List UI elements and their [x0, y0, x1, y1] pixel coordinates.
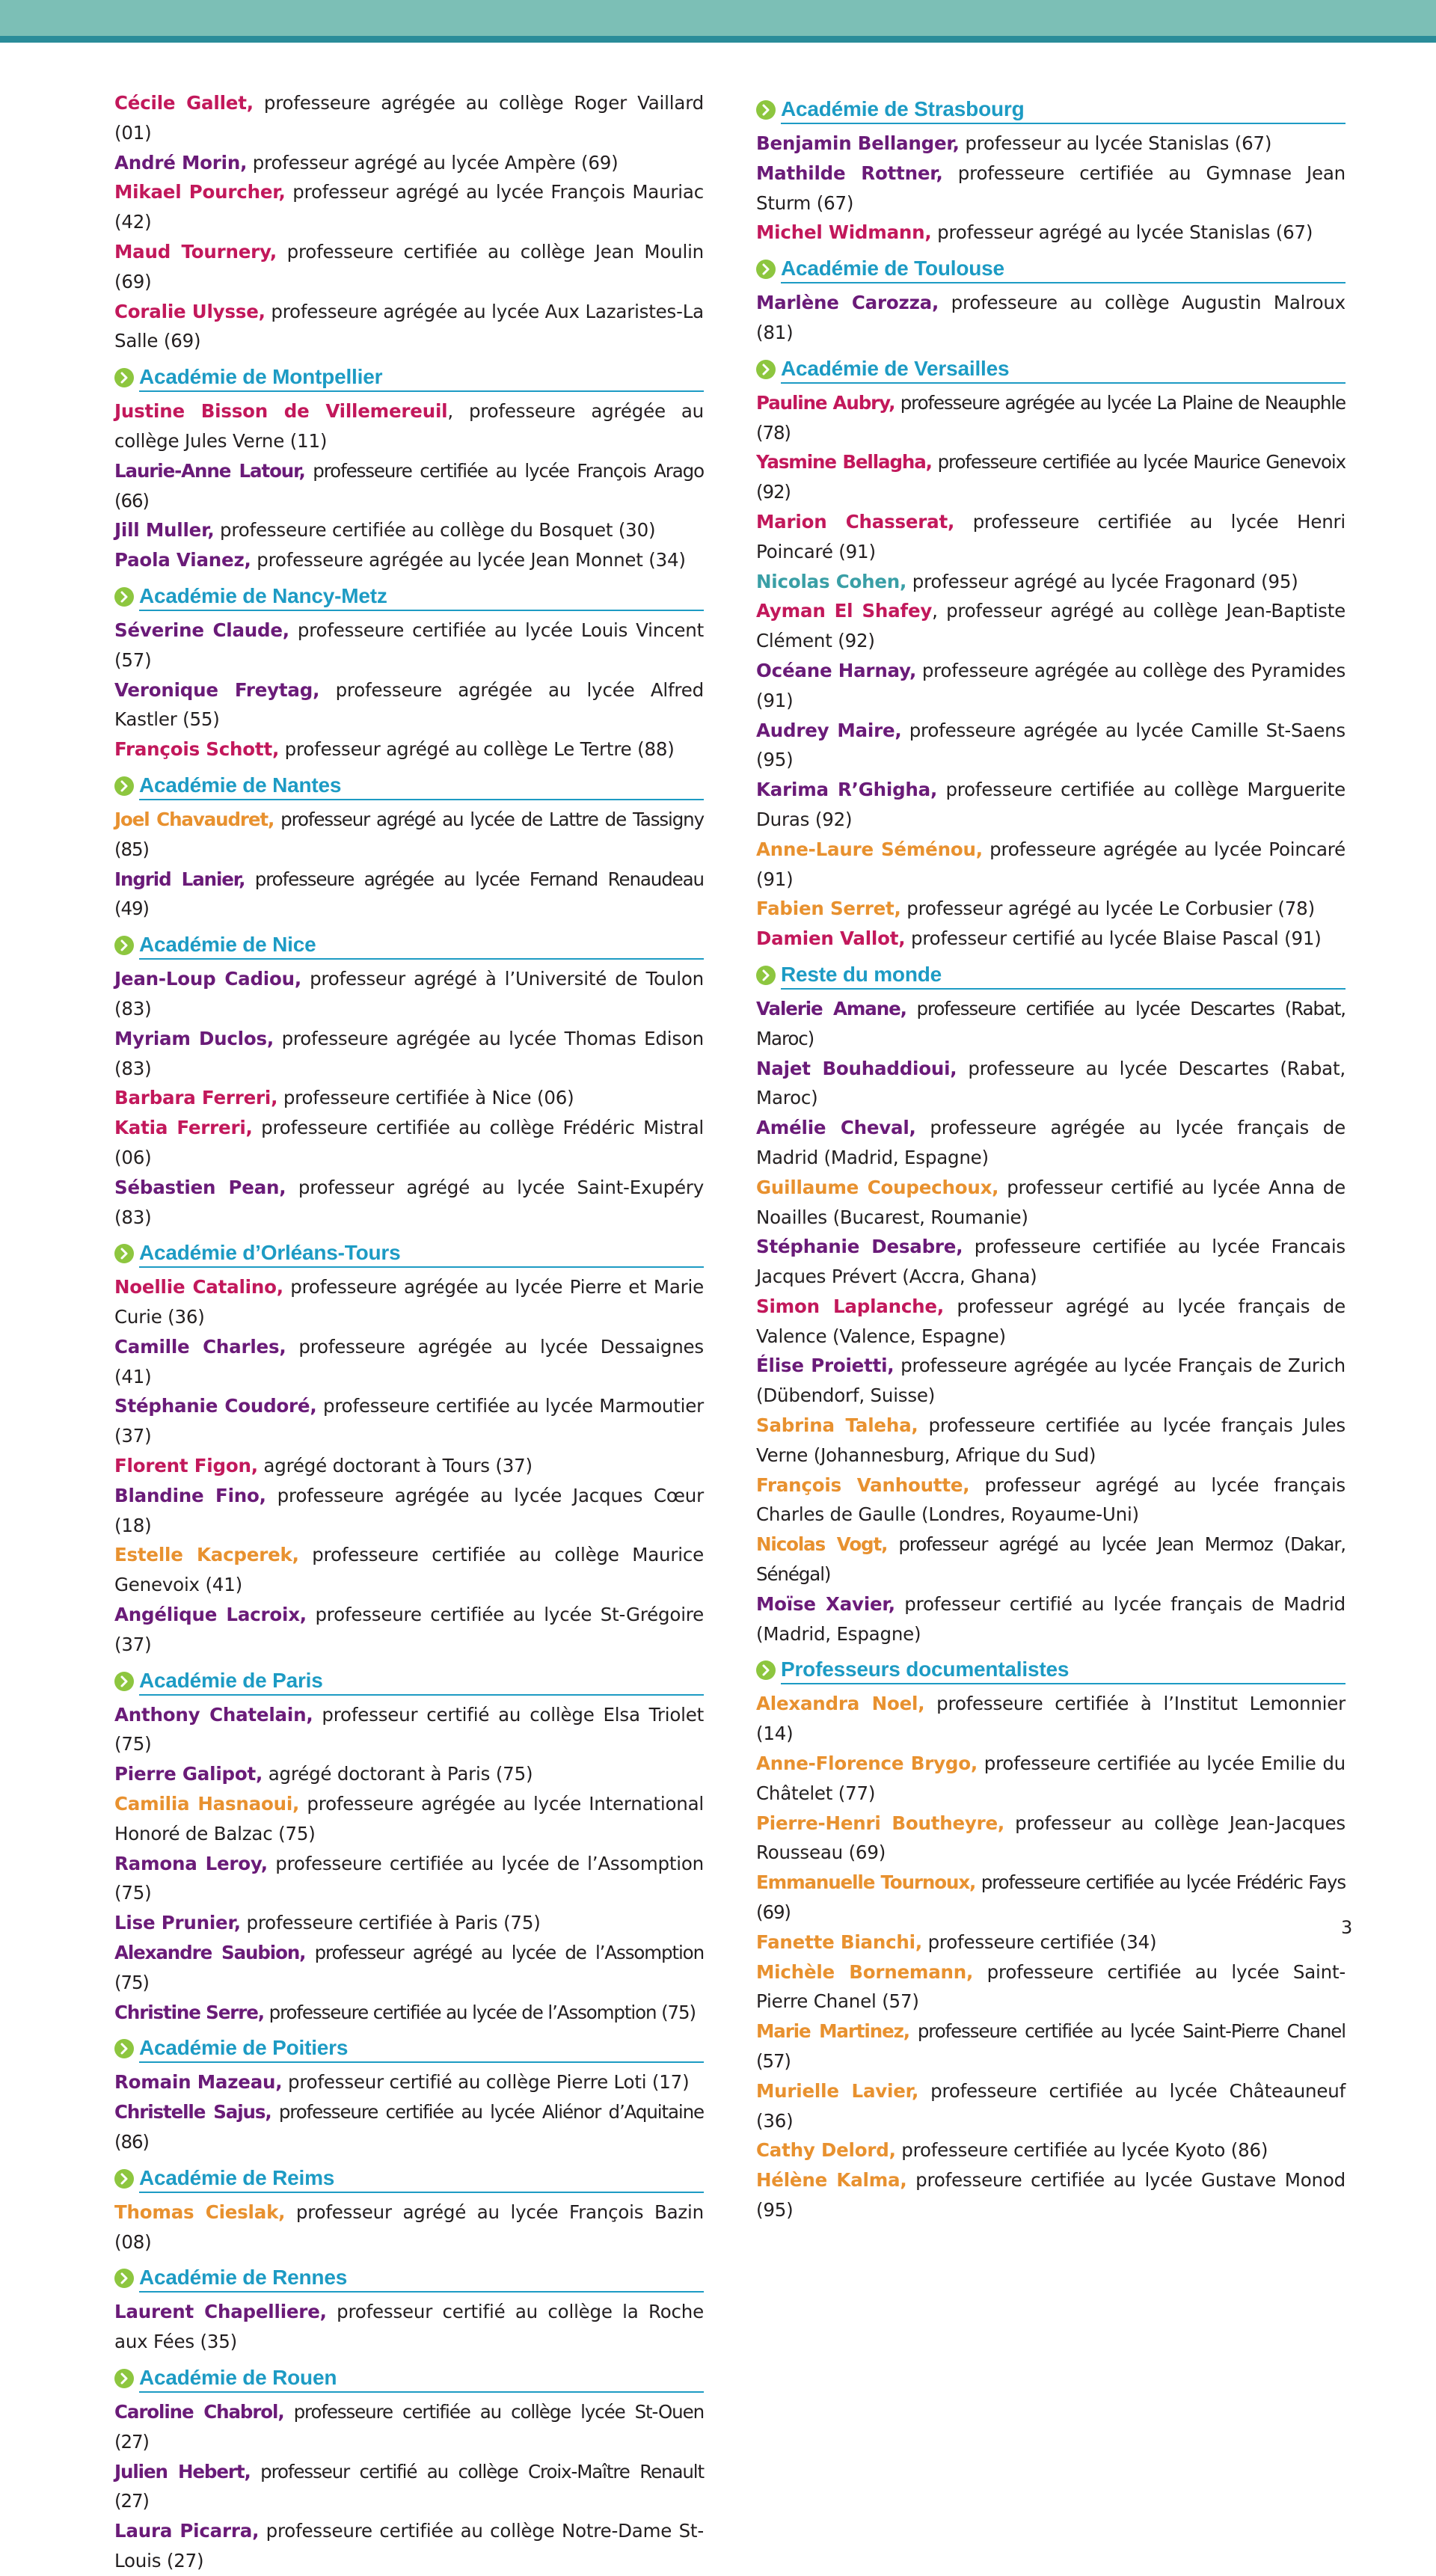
list-item — [114, 1759, 704, 1789]
person-name: Marlène Carozza, — [756, 292, 939, 314]
person-position: professeur au collège Jean-Jacques Rousseau (69) — [756, 1812, 1346, 1864]
list-item — [756, 1351, 1346, 1411]
section-title: Professeurs documentalistes — [781, 1657, 1070, 1681]
section-title: Académie de Nantes — [139, 773, 342, 797]
person-position: professeure certifiée au lycée Descartes (Rabat, Maroc) — [756, 997, 1346, 1049]
person-name: Jill Muller, — [114, 519, 215, 542]
chevron-right-icon — [756, 360, 776, 379]
person-name: Michèle Bornemann, — [756, 1960, 974, 1983]
section-title: Académie de Montpellier — [139, 365, 383, 389]
list-item — [114, 2067, 704, 2097]
person-name: Mathilde Rottner, — [756, 162, 943, 184]
chevron-right-icon — [114, 1244, 134, 1263]
list-item — [756, 1113, 1346, 1173]
section-heading-academie-de-nice — [114, 931, 704, 958]
list-item — [114, 1113, 704, 1173]
chevron-right-icon — [756, 260, 776, 279]
person-name: Michel Widmann, — [756, 221, 932, 244]
person-name: Anthony Chatelain, — [114, 1703, 313, 1726]
person-position: professeure certifiée au lycée St-Grégoire (37) — [114, 1604, 705, 1655]
person-position: professeure certifiée au lycée français Jules Verne (Johannesburg, Afrique du Sud) — [756, 1414, 1346, 1466]
list-item — [114, 2457, 704, 2517]
person-position: professeure certifiée au collège Jean Moulin (69) — [114, 240, 704, 292]
person-position: professeur agrégé au lycée de l’Assomption (75) — [114, 1942, 704, 1993]
list-item — [756, 2076, 1346, 2136]
list-item — [114, 456, 704, 516]
person-position: professeur agrégé à l’Université de Toulon (83) — [114, 968, 704, 1019]
person-name: Alexandre Saubion, — [114, 1942, 306, 1964]
person-name: Nicolas Cohen, — [756, 570, 907, 592]
person-name: Angélique Lacroix, — [114, 1604, 307, 1626]
section-title: Académie de Versailles — [781, 356, 1010, 380]
list-item — [756, 1411, 1346, 1471]
person-position: professeure certifiée à Nice (06) — [277, 1087, 574, 1109]
list-item — [114, 964, 704, 1024]
list-item — [756, 596, 1346, 656]
person-position: professeure au collège Augustin Malroux (81) — [756, 292, 1346, 343]
person-name: Ramona Leroy, — [114, 1852, 268, 1874]
person-position: professeur agrégé au lycée Ampère (69) — [247, 151, 619, 174]
list-item — [756, 1471, 1346, 1530]
person-name: Cathy Delord, — [756, 2139, 896, 2162]
person-name: Jean-Loup Cadiou, — [114, 968, 301, 990]
list-item — [756, 1957, 1346, 2017]
person-name: Cécile Gallet, — [114, 92, 254, 114]
person-position: professeure certifiée au lycée Maurice Genevoix (92) — [756, 451, 1346, 503]
person-position: professeur certifié au collège Elsa Triolet (75) — [114, 1703, 704, 1755]
person-name: Romain Mazeau, — [114, 2071, 283, 2094]
person-position: professeure certifiée au lycée Emilie du Châtelet (77) — [756, 1752, 1346, 1804]
list-item — [756, 1589, 1346, 1649]
person-position: professeur au lycée Stanislas (67) — [959, 132, 1272, 154]
person-position: professeure certifiée au lycée Gustave Monod (95) — [756, 2169, 1346, 2221]
section-heading-academie-de-poitiers — [114, 2034, 704, 2061]
person-name: François Vanhoutte, — [756, 1473, 970, 1496]
person-position: professeure certifiée au collège Maurice Genevoix (41) — [114, 1544, 705, 1596]
list-item — [756, 1809, 1346, 1868]
list-item — [756, 567, 1346, 597]
left-column — [114, 88, 704, 2576]
chevron-right-icon — [756, 100, 776, 120]
list-item — [114, 1332, 704, 1392]
person-position: professeur certifié au collège Croix-Maître Renault (27) — [114, 2460, 705, 2512]
list-item — [756, 1530, 1346, 1589]
section-heading-academie-de-reims — [114, 2165, 704, 2192]
list-item — [114, 2097, 704, 2157]
person-position: professeure certifiée au lycée Frédéric Fays (69) — [756, 1871, 1346, 1924]
section-underline — [139, 610, 704, 611]
person-name: Pauline Aubry, — [756, 391, 895, 414]
list-item — [114, 1938, 704, 1998]
section-heading-academie-d-orleans-tours — [114, 1239, 704, 1266]
person-position: professeure certifiée au lycée Henri Poincaré (91) — [756, 510, 1346, 562]
list-item — [114, 515, 704, 545]
section-underline — [781, 988, 1346, 990]
list-item — [114, 1481, 704, 1541]
person-name: Laurent Chapelliere, — [114, 2301, 327, 2323]
list-item — [756, 775, 1346, 835]
person-position: professeur agrégé au lycée français Charles de Gaulle (Londres, Royaume-Uni) — [756, 1473, 1346, 1526]
person-name: Audrey Maire, — [756, 719, 902, 741]
person-position: professeure certifiée au collège lycée St-Ouen (27) — [114, 2401, 704, 2453]
section-title: Académie de Paris — [139, 1668, 323, 1692]
list-item — [114, 2397, 704, 2457]
list-item — [756, 507, 1346, 567]
list-item — [756, 1292, 1346, 1352]
person-name: Océane Harnay, — [756, 659, 917, 681]
section-heading-academie-de-rouen — [114, 2364, 704, 2391]
section-underline — [139, 1266, 704, 1268]
person-name: Florent Figon, — [114, 1455, 258, 1477]
section-heading-academie-de-versailles — [756, 355, 1346, 382]
section-underline — [781, 1683, 1346, 1684]
section-heading-academie-de-nantes — [114, 772, 704, 799]
list-item — [756, 2017, 1346, 2076]
top-banner — [0, 0, 1436, 36]
person-position: agrégé doctorant à Paris (75) — [263, 1763, 533, 1785]
chevron-right-icon — [756, 1660, 776, 1680]
list-item — [114, 735, 704, 764]
person-name: Séverine Claude, — [114, 619, 289, 641]
section-heading-academie-de-toulouse — [756, 255, 1346, 282]
section-heading-academie-de-strasbourg — [756, 96, 1346, 123]
list-item — [114, 616, 704, 675]
person-name: Damien Vallot, — [756, 927, 906, 950]
section-heading-professeurs-documentalistes — [756, 1656, 1346, 1683]
person-position: professeure certifiée au collège Marguerite Duras (92) — [756, 779, 1346, 830]
person-position: professeur agrégé au lycée François Mauriac (42) — [114, 181, 704, 233]
list-item — [756, 656, 1346, 716]
list-item — [114, 297, 704, 357]
list-item — [114, 1451, 704, 1481]
person-name: Noellie Catalino, — [114, 1276, 283, 1298]
person-position: , professeur agrégé au collège Jean-Baptiste Clément (92) — [756, 600, 1346, 652]
section-underline — [139, 390, 704, 392]
list-item — [114, 1908, 704, 1938]
person-name: Sébastien Pean, — [114, 1176, 286, 1198]
section-heading-academie-de-rennes — [114, 2264, 704, 2291]
section-underline — [139, 2192, 704, 2193]
list-item — [756, 894, 1346, 924]
chevron-right-icon — [114, 776, 134, 796]
person-name: Fanette Bianchi, — [756, 1931, 922, 1953]
person-position: professeure certifiée au lycée Francais Jacques Prévert (Accra, Ghana) — [756, 1236, 1346, 1288]
person-position: professeure agrégée au lycée Camille St-Saens (95) — [756, 719, 1346, 771]
person-position: professeure agrégée au lycée Dessaignes (41) — [114, 1335, 704, 1387]
person-name: Nicolas Vogt, — [756, 1533, 888, 1556]
section-heading-academie-de-montpellier — [114, 364, 704, 390]
list-item — [114, 865, 704, 924]
list-item — [114, 2297, 704, 2357]
section-underline — [781, 123, 1346, 124]
person-position: professeure agrégée au lycée Français de Zurich (Dübendorf, Suisse) — [756, 1355, 1346, 1407]
person-position: professeure certifiée au lycée Saint-Pierre Chanel (57) — [756, 1960, 1346, 2013]
person-name: Alexandra Noel, — [756, 1693, 925, 1715]
person-name: Guillaume Coupechoux, — [756, 1176, 999, 1198]
person-name: Estelle Kacperek, — [114, 1544, 299, 1566]
person-name: Stéphanie Desabre, — [756, 1236, 963, 1258]
section-underline — [139, 1694, 704, 1696]
person-position: professeure agrégée au lycée Poincaré (91) — [756, 838, 1346, 890]
section-title: Académie de Toulouse — [781, 257, 1004, 280]
person-name: Benjamin Bellanger, — [756, 132, 960, 154]
person-name: Caroline Chabrol, — [114, 2401, 284, 2423]
person-name: André Morin, — [114, 151, 248, 174]
list-item — [756, 1173, 1346, 1233]
list-item — [756, 2135, 1346, 2165]
list-item — [114, 88, 704, 148]
list-item — [756, 1928, 1346, 1957]
person-name: Thomas Cieslak, — [114, 2201, 286, 2223]
list-item — [756, 924, 1346, 954]
person-name: Joel Chavaudret, — [114, 808, 274, 830]
chevron-right-icon — [114, 1672, 134, 1691]
list-item — [114, 1272, 704, 1332]
person-position: professeure agrégée au lycée Pierre et Marie Curie (36) — [114, 1276, 705, 1328]
list-item — [756, 716, 1346, 776]
list-item — [756, 218, 1346, 248]
person-name: François Schott, — [114, 738, 280, 761]
person-position: , professeure agrégée au collège Jules Verne (11) — [114, 400, 704, 452]
person-name: Najet Bouhaddioui, — [756, 1057, 957, 1079]
person-name: Blandine Fino, — [114, 1484, 266, 1506]
top-banner-line — [0, 36, 1436, 43]
person-position: professeure agrégée au lycée Jean Monnet (34) — [251, 549, 686, 571]
person-position: professeur agrégé au lycée de Lattre de Tassigny (85) — [114, 808, 705, 860]
list-item — [756, 2165, 1346, 2225]
list-item — [114, 1024, 704, 1084]
person-position: professeure certifiée au lycée Aliénor d’Aquitaine (86) — [114, 2101, 704, 2153]
list-item — [114, 1849, 704, 1909]
chevron-right-icon — [114, 2269, 134, 2288]
person-name: Valerie Amane, — [756, 997, 906, 1019]
list-item — [756, 835, 1346, 895]
person-position: professeure agrégée au lycée International Honoré de Balzac (75) — [114, 1793, 704, 1844]
person-position: professeur agrégé au lycée Jean Mermoz (Dakar, Sénégal) — [756, 1533, 1346, 1586]
person-name: Katia Ferreri, — [114, 1117, 253, 1139]
list-item — [114, 1540, 704, 1600]
person-name: Karima R’Ghigha, — [756, 779, 938, 801]
chevron-right-icon — [114, 936, 134, 955]
section-underline — [781, 282, 1346, 283]
list-item — [114, 545, 704, 575]
section-underline — [781, 382, 1346, 384]
person-name: Mikael Pourcher, — [114, 181, 286, 203]
person-name: Camille Charles, — [114, 1335, 286, 1358]
person-name: Marion Chasserat, — [756, 510, 955, 533]
list-item — [756, 159, 1346, 218]
person-position: professeure agrégée au collège des Pyramides (91) — [756, 659, 1346, 711]
person-position: professeur certifié au lycée Anna de Noailles (Bucarest, Roumanie) — [756, 1176, 1346, 1228]
person-name: Sabrina Taleha, — [756, 1414, 918, 1437]
list-item — [756, 288, 1346, 348]
person-name: Laurie-Anne Latour, — [114, 459, 305, 482]
person-position: professeur certifié au lycée français de Madrid (Madrid, Espagne) — [756, 1592, 1346, 1645]
person-name: Laura Picarra, — [114, 2520, 260, 2542]
person-position: professeure agrégée au lycée français de Madrid (Madrid, Espagne) — [756, 1117, 1346, 1168]
list-item — [756, 1689, 1346, 1749]
chevron-right-icon — [114, 2369, 134, 2388]
person-name: Coralie Ulysse, — [114, 300, 266, 322]
person-position: professeure certifiée au lycée Marmoutier (37) — [114, 1395, 704, 1447]
person-position: professeure agrégée au lycée Alfred Kastler (55) — [114, 678, 704, 731]
section-heading-academie-de-paris — [114, 1667, 704, 1694]
person-position: professeur agrégé au collège Le Tertre (88) — [279, 738, 675, 761]
list-item — [114, 805, 704, 865]
person-name: Veronique Freytag, — [114, 678, 320, 701]
person-name: Justine Bisson de Villemereuil — [114, 400, 448, 423]
person-name: Camilia Hasnaoui, — [114, 1793, 300, 1815]
person-position: professeure certifiée à l’Institut Lemonnier (14) — [756, 1693, 1346, 1745]
person-name: Yasmine Bellagha, — [756, 451, 932, 473]
person-name: Ayman El Shafey — [756, 600, 933, 622]
person-position: professeur agrégé au lycée Saint-Exupéry (83) — [114, 1176, 705, 1228]
section-title: Reste du monde — [781, 962, 942, 986]
person-position: professeure certifiée au Gymnase Jean Sturm (67) — [756, 162, 1346, 214]
list-item — [114, 148, 704, 178]
list-item — [756, 1868, 1346, 1928]
section-underline — [139, 2291, 704, 2293]
person-name: Maud Tournery, — [114, 240, 277, 263]
person-position: professeure certifiée au lycée Châteauneuf (36) — [756, 2079, 1346, 2132]
section-underline — [139, 2061, 704, 2063]
list-item — [114, 1391, 704, 1451]
list-item — [756, 1749, 1346, 1809]
person-position: professeure certifiée (34) — [921, 1931, 1157, 1953]
section-underline — [139, 799, 704, 800]
person-position: professeure certifiée au lycée de l’Assomption (75) — [263, 2001, 696, 2023]
person-position: professeure au lycée Descartes (Rabat, Maroc) — [756, 1057, 1346, 1109]
person-name: Pierre-Henri Boutheyre, — [756, 1812, 1005, 1834]
right-column — [756, 88, 1346, 2225]
section-title: Académie de Reims — [139, 2165, 335, 2189]
section-title: Académie de Poitiers — [139, 2036, 349, 2060]
person-name: Fabien Serret, — [756, 898, 901, 920]
list-item — [114, 2516, 704, 2576]
person-name: Moïse Xavier, — [756, 1592, 895, 1615]
chevron-right-icon — [114, 587, 134, 607]
person-name: Pierre Galipot, — [114, 1763, 263, 1785]
list-item — [756, 447, 1346, 507]
person-name: Anne-Florence Brygo, — [756, 1752, 978, 1775]
person-name: Simon Laplanche, — [756, 1295, 944, 1317]
person-position: professeur certifié au collège la Roche aux Fées (35) — [114, 2301, 704, 2353]
list-item — [114, 177, 704, 237]
list-item — [114, 1998, 704, 2028]
chevron-right-icon — [756, 966, 776, 985]
page-number: 3 — [1341, 1917, 1353, 1938]
section-heading-academie-de-nancy-metz — [114, 583, 704, 610]
person-position: agrégé doctorant à Tours (37) — [257, 1455, 533, 1477]
person-name: Christelle Sajus, — [114, 2101, 271, 2123]
person-position: professeur agrégé au lycée Le Corbusier (78) — [900, 898, 1315, 920]
person-name: Ingrid Lanier, — [114, 868, 245, 890]
list-item — [114, 1173, 704, 1233]
person-position: professeure agrégée au collège Roger Vaillard (01) — [114, 92, 704, 144]
person-position: professeure certifiée au collège Notre-Dame St-Louis (27) — [114, 2520, 704, 2572]
person-name: Lise Prunier, — [114, 1912, 241, 1934]
list-item — [756, 994, 1346, 1054]
list-item — [756, 388, 1346, 448]
list-item — [114, 1789, 704, 1849]
person-position: professeure agrégée au lycée Thomas Edison (83) — [114, 1027, 704, 1079]
list-item — [114, 1083, 704, 1113]
person-name: Myriam Duclos, — [114, 1027, 274, 1049]
person-name: Barbara Ferreri, — [114, 1087, 278, 1109]
person-name: Murielle Lavier, — [756, 2079, 919, 2102]
person-position: professeure agrégée au lycée La Plaine de Neauphle (78) — [756, 391, 1346, 444]
section-title: Académie de Rennes — [139, 2266, 348, 2290]
person-position: professeur agrégé au lycée Stanislas (67) — [931, 221, 1313, 244]
person-name: Élise Proietti, — [756, 1355, 895, 1377]
list-item — [114, 396, 704, 456]
person-name: Amélie Cheval, — [756, 1117, 916, 1139]
person-name: Paola Vianez, — [114, 549, 251, 571]
section-title: Académie de Nice — [139, 933, 316, 957]
person-name: Emmanuelle Tournoux, — [756, 1871, 976, 1894]
list-item — [114, 1700, 704, 1760]
person-position: professeure certifiée au lycée de l’Assomption (75) — [114, 1852, 704, 1904]
person-position: professeure agrégée au lycée Fernand Renaudeau (49) — [114, 868, 704, 920]
person-name: Christine Serre, — [114, 2001, 264, 2023]
list-item — [114, 237, 704, 297]
section-title: Académie de Rouen — [139, 2366, 337, 2389]
person-position: professeure certifiée au lycée Saint-Pierre Chanel (57) — [756, 2020, 1346, 2073]
chevron-right-icon — [114, 368, 134, 387]
list-item — [114, 1600, 704, 1660]
person-position: professeure agrégée au lycée Jacques Cœur (18) — [114, 1484, 704, 1536]
section-underline — [139, 2391, 704, 2393]
list-item — [114, 675, 704, 735]
section-title: Académie de Nancy-Metz — [139, 583, 387, 607]
list-item — [756, 1054, 1346, 1114]
chevron-right-icon — [114, 2039, 134, 2058]
person-position: professeure certifiée au lycée Kyoto (86) — [895, 2139, 1268, 2162]
person-position: professeure agrégée au lycée Aux Lazaristes-La Salle (69) — [114, 300, 704, 352]
person-position: professeur agrégé au lycée François Bazin (08) — [114, 2201, 704, 2253]
section-title: Académie d’Orléans-Tours — [139, 1241, 401, 1265]
person-position: professeure certifiée au collège du Bosquet (30) — [214, 519, 656, 542]
person-position: professeure certifiée au collège Frédéric Mistral (06) — [114, 1117, 704, 1168]
list-item — [756, 129, 1346, 159]
list-item — [756, 1232, 1346, 1292]
chevron-right-icon — [114, 2169, 134, 2189]
section-title: Académie de Strasbourg — [781, 97, 1025, 120]
list-item — [114, 2198, 704, 2257]
person-name: Stéphanie Coudoré, — [114, 1395, 317, 1417]
person-position: professeure certifiée au lycée Louis Vincent (57) — [114, 619, 704, 671]
person-name: Marie Martinez, — [756, 2020, 909, 2043]
person-name: Hélène Kalma, — [756, 2169, 907, 2192]
section-heading-reste-du-monde — [756, 961, 1346, 988]
person-position: professeur agrégé au lycée français de Valence (Valence, Espagne) — [756, 1295, 1346, 1347]
person-position: professeur certifié au collège Pierre Loti (17) — [282, 2071, 690, 2094]
person-position: professeure certifiée à Paris (75) — [240, 1912, 541, 1934]
person-position: professeur certifié au lycée Blaise Pascal (91) — [905, 927, 1322, 950]
person-position: professeure certifiée au lycée François Arago (66) — [114, 459, 704, 512]
section-underline — [139, 958, 704, 960]
person-position: professeur agrégé au lycée Fragonard (95) — [906, 570, 1298, 592]
person-name: Anne-Laure Séménou, — [756, 838, 983, 860]
person-name: Julien Hebert, — [114, 2460, 251, 2483]
